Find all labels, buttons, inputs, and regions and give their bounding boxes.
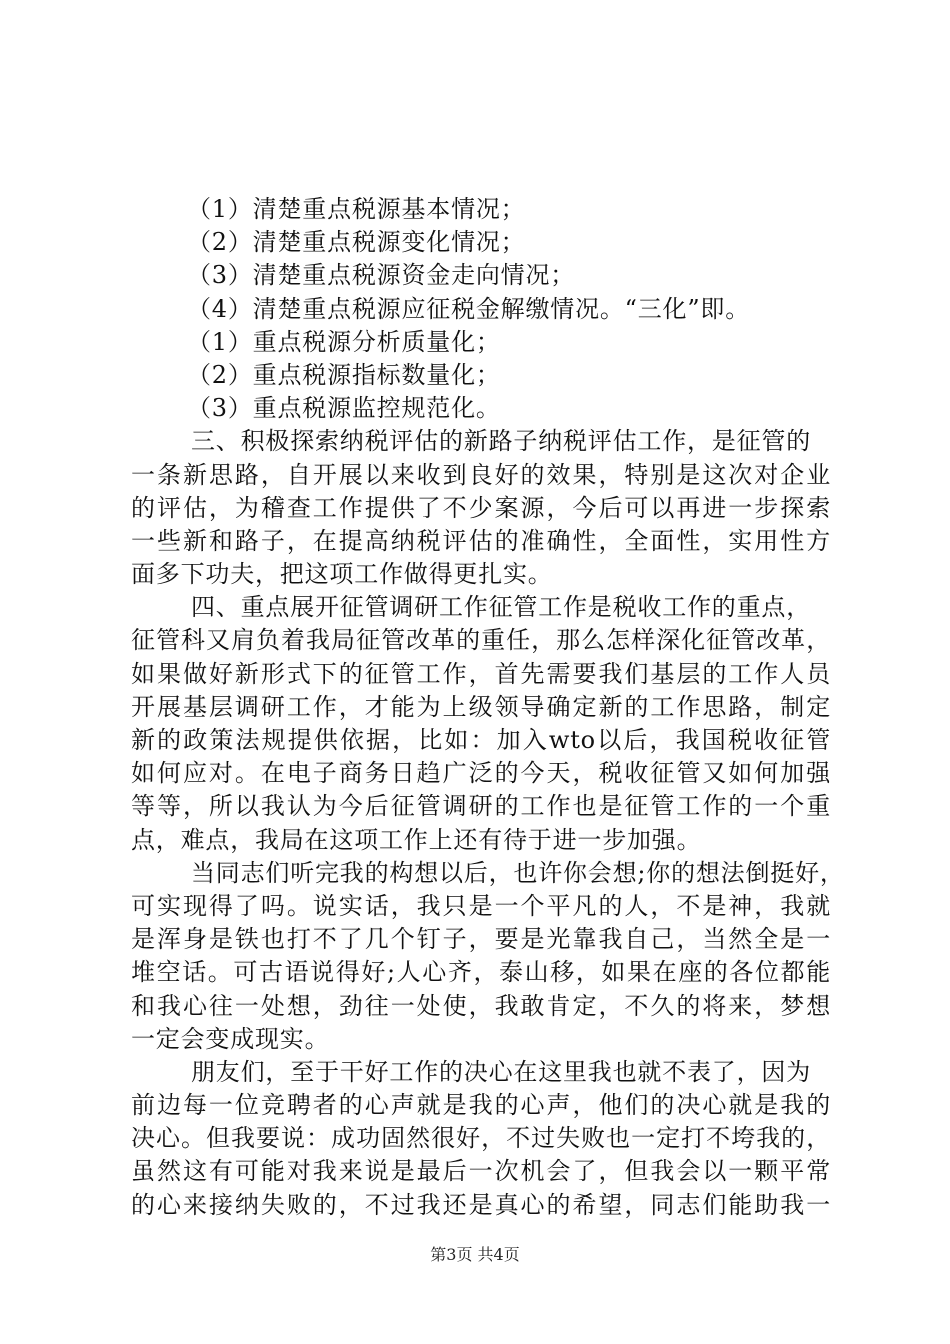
paragraph-line: 一条新思路，自开展以来收到良好的效果，特别是这次对企业 [131,460,831,489]
paragraph-line: 点，难点，我局在这项工作上还有待于进一步加强。 [131,825,702,854]
paragraph-line: 可实现得了吗。说实话，我只是一个平凡的人，不是神，我就 [131,891,831,920]
paragraph-line: 决心。但我要说：成功固然很好，不过失败也一定打不垮我的， [131,1124,831,1153]
paragraph-research [131,591,831,857]
paragraph-line: 一些新和路子，在提高纳税评估的准确性，全面性，实用性方 [131,526,831,555]
paragraph-line: 前边每一位竞聘者的心声就是我的心声，他们的决心就是我的 [131,1091,831,1120]
paragraph-resolve [131,1056,831,1222]
list-item: （3）清楚重点税源资金走向情况； [187,261,576,290]
paragraph-line: 开展基层调研工作，才能为上级领导确定新的工作思路，制定 [131,692,831,721]
paragraph-line: 新的政策法规提供依据，比如：加入wto以后，我国税收征管 [131,726,831,754]
paragraph-line: 堆空话。可古语说得好;人心齐，泰山移，如果在座的各位都能 [131,958,831,987]
paragraph-line: 如果做好新形式下的征管工作，首先需要我们基层的工作人员 [131,659,831,688]
list-item: （1）清楚重点税源基本情况； [187,195,526,223]
list-item: （2）清楚重点税源变化情况； [187,228,526,257]
list-item: （3）重点税源监控规范化。 [187,394,501,423]
paragraph-line: 朋友们，至于干好工作的决心在这里我也就不表了，因为 [191,1057,811,1086]
paragraph-line: 四、重点展开征管调研工作征管工作是税收工作的重点， [191,593,811,622]
paragraph-line: 征管科又肩负着我局征管改革的重任，那么怎样深化征管改革， [131,626,831,655]
paragraph-line: 一定会变成现实。 [131,1024,330,1053]
list-section [131,193,831,425]
paragraph-line: 面多下功夫，把这项工作做得更扎实。 [131,560,553,589]
paragraph-line: 等等，所以我认为今后征管调研的工作也是征管工作的一个重 [131,792,831,821]
list-item: （1）重点税源分析质量化； [187,327,501,356]
paragraph-line: 三、积极探索纳税评估的新路子纳税评估工作，是征管的 [191,427,811,456]
paragraph-line: 的评估，为稽查工作提供了不少案源，今后可以再进一步探索 [131,493,831,522]
paragraph-line: 当同志们听完我的构想以后，也许你会想;你的想法倒挺好， [191,858,845,887]
paragraph-line: 是浑身是铁也打不了几个钉子，要是光靠我自己，当然全是一 [131,925,831,954]
page-footer: 第3页 共4页 [430,1245,520,1264]
list-item: （2）重点税源指标数量化； [187,360,501,389]
document-body [131,193,845,1222]
paragraph-assessment [131,425,831,591]
list-item: （4）清楚重点税源应征税金解缴情况。“三化”即。 [187,294,751,323]
paragraph-line: 虽然这有可能对我来说是最后一次机会了，但我会以一颗平常 [131,1157,831,1186]
paragraph-line: 如何应对。在电子商务日趋广泛的今天，税收征管又如何加强 [131,759,831,788]
paragraph-vision [131,857,845,1056]
paragraph-line: 的心来接纳失败的，不过我还是真心的希望，同志们能助我一 [131,1190,831,1219]
paragraph-line: 和我心往一处想，劲往一处使，我敢肯定，不久的将来，梦想 [131,991,831,1020]
